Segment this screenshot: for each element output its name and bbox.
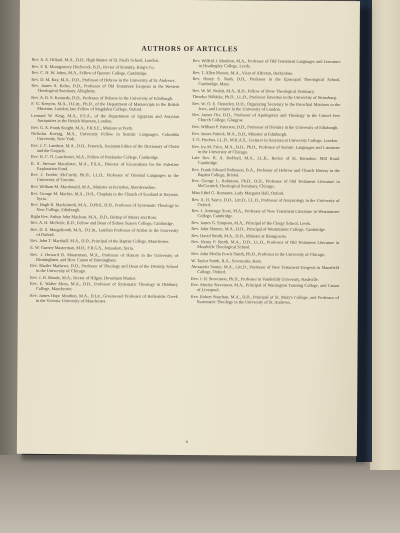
author-entry: Rev. James A. Kelso, D.D., Professor of Old Testament Exegesis in the Western Theological Seminary, Allegheny.: [31, 83, 180, 94]
author-entry: Rev. James Orr, D.D., Professor of Apologetics and Theology in the United Free Church College, Glasgow.: [192, 112, 341, 123]
author-entry: Rev. Henry P. Smith, M.A., D.D., LL.D., Professor of Old Testament Literature in Meadville Theological School.: [191, 239, 340, 250]
author-entry: Rev. J. Howard B. Masterman, M.A., Professor of History in the University of Birmingham, and Hon. Canon of Birmingham.: [30, 251, 179, 263]
author-entry: Rev. William M. Macdonald, M.A., Minister at Ferryden, Aberdeenshire.: [30, 183, 157, 190]
author-entry: Rev. John Skinner, M.A., D.D., Principal of Westminster College, Cambridge.: [191, 226, 326, 233]
author-entry: Rev. D. S. Margoliouth, M.A., D.Litt., Laudian Professor of Arabic in the University of Oxford.: [30, 226, 179, 237]
table-surface: [0, 455, 400, 533]
author-entry: Rev. D. M. Kay, M.A., D.D., Professor of Hebrew in the University of St. Andrews.: [31, 76, 176, 83]
author-entry: Rev. J. Armitage Scott, M.A., Professor of New Testament Literature in Westminster College, Cambridge.: [191, 208, 340, 219]
author-entry: Rev. W. M. Nesbit, M.A., B.D., Fellow of Drew Theological Seminary.: [192, 87, 315, 94]
author-entry: Right Rev. Arthur John Maclean, M.A., D.D., Bishop of Moray and Ross.: [30, 213, 158, 220]
author-entry: Rev. J. H. Maude, M.A., Rector of Hilgay, Downham Market.: [30, 274, 137, 281]
author-entry: Rev. George M. Mackie, M.A., D.D., Chaplain to the Church of Scotland at Beyrout, Syria.: [30, 190, 179, 201]
author-entry: Rev. Robert Strachan, M.A., D.D., Principal of St. Mary's College, and Professor of Systematic Theology in the University of St. Andrews.: [190, 293, 339, 305]
author-entry: Leonard W. King, M.A., F.S.A., of the Department of Egyptian and Assyrian Antiquities in the British Museum, London.: [31, 112, 180, 124]
author-entry: Rev. G. A. Frank Knight, M.A., F.R.S.E., Minister at Perth.: [31, 124, 133, 131]
author-entry: Rev. David Smith, M.A., D.D., Minister at Blairgowrie.: [191, 232, 288, 239]
author-entry: Rev. J. Fredric McCurdy, Ph.D., LL.D., Professor of Oriental Languages in the University of Toronto.: [30, 172, 179, 183]
author-entry: E. W. Gurney Masterman, M.D., F.R.G.S., Jerusalem, Syria.: [30, 244, 134, 251]
author-entry: Rev. Ira M. Price, M.A., B.D., Ph.D., Professor of Semitic Languages and Literature in the University of Chicago.: [191, 143, 340, 155]
author-entry: Rev. J. H. Stevenson, Ph.D., Professor in Vanderbilt University, Nashville.: [191, 275, 319, 282]
author-entry: Rev. Shailer Mathews, D.D., Professor of Theology and Dean of the Divinity School in the University of Chicago.: [30, 262, 179, 274]
author-entry: Rev. T. Allen Moxon, M.A., Vicar of Alfreton, Derbyshire.: [192, 69, 294, 76]
author-entry: Miss Ethel G. Romanes, Lady Margaret Hall, Oxford.: [191, 190, 285, 196]
right-column: [191, 58, 341, 306]
book-page: [17, 0, 360, 456]
author-entry: Rev. F. R. Montgomery Hitchcock, B.D., Rector of Kinnitty, King's Co.: [31, 63, 155, 70]
author-entry: Rev. A. H. McNeile, B.D., Fellow and Dean of Sidney Sussex College, Cambridge.: [30, 220, 174, 227]
author-entry: R. A. Stewart Macalister, M.A., F.S.A., Director of Excavations for the Palestine Exploration Fund.: [30, 160, 179, 171]
author-entry: Rev. James G. Simpson, M.A., Principal of the Clergy School, Leeds.: [191, 219, 312, 226]
author-entry: Rev. Hugh R. Mackintosh, M.A., D.Phil., D.D., Professor of Systematic Theology in New College, Edinburgh.: [30, 202, 179, 213]
author-entry: Rev. C. H. W. Johns, M.A., Fellow of Queens' College, Cambridge.: [31, 69, 148, 76]
author-entry: Rev. H. C. O. Lanchester, M.A., Fellow of Pembroke College, Cambridge.: [30, 154, 160, 161]
author-entry: W. Taylor Smith, B.A., Sevenoaks, Kent.: [191, 257, 262, 264]
author-entry: Rev. George L. Robinson, Ph.D., D.D., Professor of Old Testament Literature in McCormick Theological Seminary, Chicago.: [191, 178, 340, 190]
author-entry: Rev. John T. Marshall, M.A., D.D., Principal of the Baptist College, Manchester.: [30, 238, 170, 245]
author-entry: T. G. Pinches, LL.D., M.R.A.S., Lecturer in Assyrian at University College, London.: [192, 137, 339, 144]
author-entry: Rev. James Hope Moulton, M.A., D.Lit., Greenwood Professor of Hellenistic Greek in the Victoria University of Manchester.: [29, 292, 178, 304]
author-entry: Late Rev. R. A. Redford, M.A., LL.B., Rector of St. Barnabas, Mill Road, Cambridge.: [191, 155, 340, 166]
author-entry: Rev. Wilfrid J. Moulton, M.A., Professor of Old Testament Languages and Literature in Headingley College, Leeds.: [192, 58, 341, 69]
next-page-edge: [370, 0, 400, 470]
page-title: AUTHORS OF ARTICLES: [141, 44, 238, 54]
author-entry: Rev. James Patrick, M.A., B.D., Minister at Edinburgh.: [192, 130, 288, 137]
author-entry: Rev. E. Walter Moss, M.A., D.D., Professor of Systematic Theology in Didsbury College, Manchester.: [29, 281, 179, 292]
page-number: x: [185, 439, 189, 445]
author-entry: Rev. William P. Paterson, D.D., Professor of Divinity in the University of Edinburgh.: [192, 124, 339, 131]
author-entry: Rev. A. H. Sayce, D.D., Litt.D., LL.D., Professor of Assyriology in the University of Oxford.: [191, 196, 340, 207]
author-entry: Theodor Nöldeke, Ph.D., LL.D., Professor Emeritus in the University of Strassburg.: [192, 94, 337, 101]
author-entry: Rev. W. O. E. Oesterley, D.D., Organizing Secretary to the Parochial Missions to the Jews, and Lecturer in the University of London.: [192, 100, 341, 112]
author-entry: Rev. Henry S. Nash, D.D., Professor in the Episcopal Theological School, Cambridge, Mass.: [192, 76, 341, 87]
left-column: [30, 57, 180, 305]
author-entry: Nicholas Koenig, M.A., University Fellow in Semitic Languages, Columbia University, New York.: [31, 130, 180, 142]
author-entry: Rev. Morley Stevenson, M.A., Principal of Warrington Training College, and Canon of Liverpool.: [190, 282, 340, 293]
author-entry: Rev. John Merlin Powis Smith, Ph.D., Professor in the University of Chicago.: [191, 251, 326, 257]
author-entry: Rev. Frank Edward Robinson, B.A., Professor of Hebrew and Church History in the Baptist College, Bristol.: [191, 166, 340, 178]
author-entry: Rev. J. C. Lambert, M.A., D.D., Fenwick, Assistant Editor of the Dictionary of Christ and the Gospels.: [30, 142, 179, 153]
author-entry: Alexander Souter, M.A., Litt.D., Professor of New Testament Exegesis in Mansfield College, Oxford.: [191, 264, 340, 275]
author-entry: F. G. Kenyon, M.A., D.Litt., Ph.D., of the Department of Manuscripts in the British Museum, London; late Fellow of Magdalen College, Oxford.: [31, 101, 180, 113]
author-entry: Rev. A. R. S. Kennedy, D.D., Professor of Hebrew in the University of Edinburgh.: [31, 94, 173, 101]
author-entry: Rev. A. E. Hillard, M.A., D.D., High Master of St. Paul's School, London.: [31, 56, 159, 63]
